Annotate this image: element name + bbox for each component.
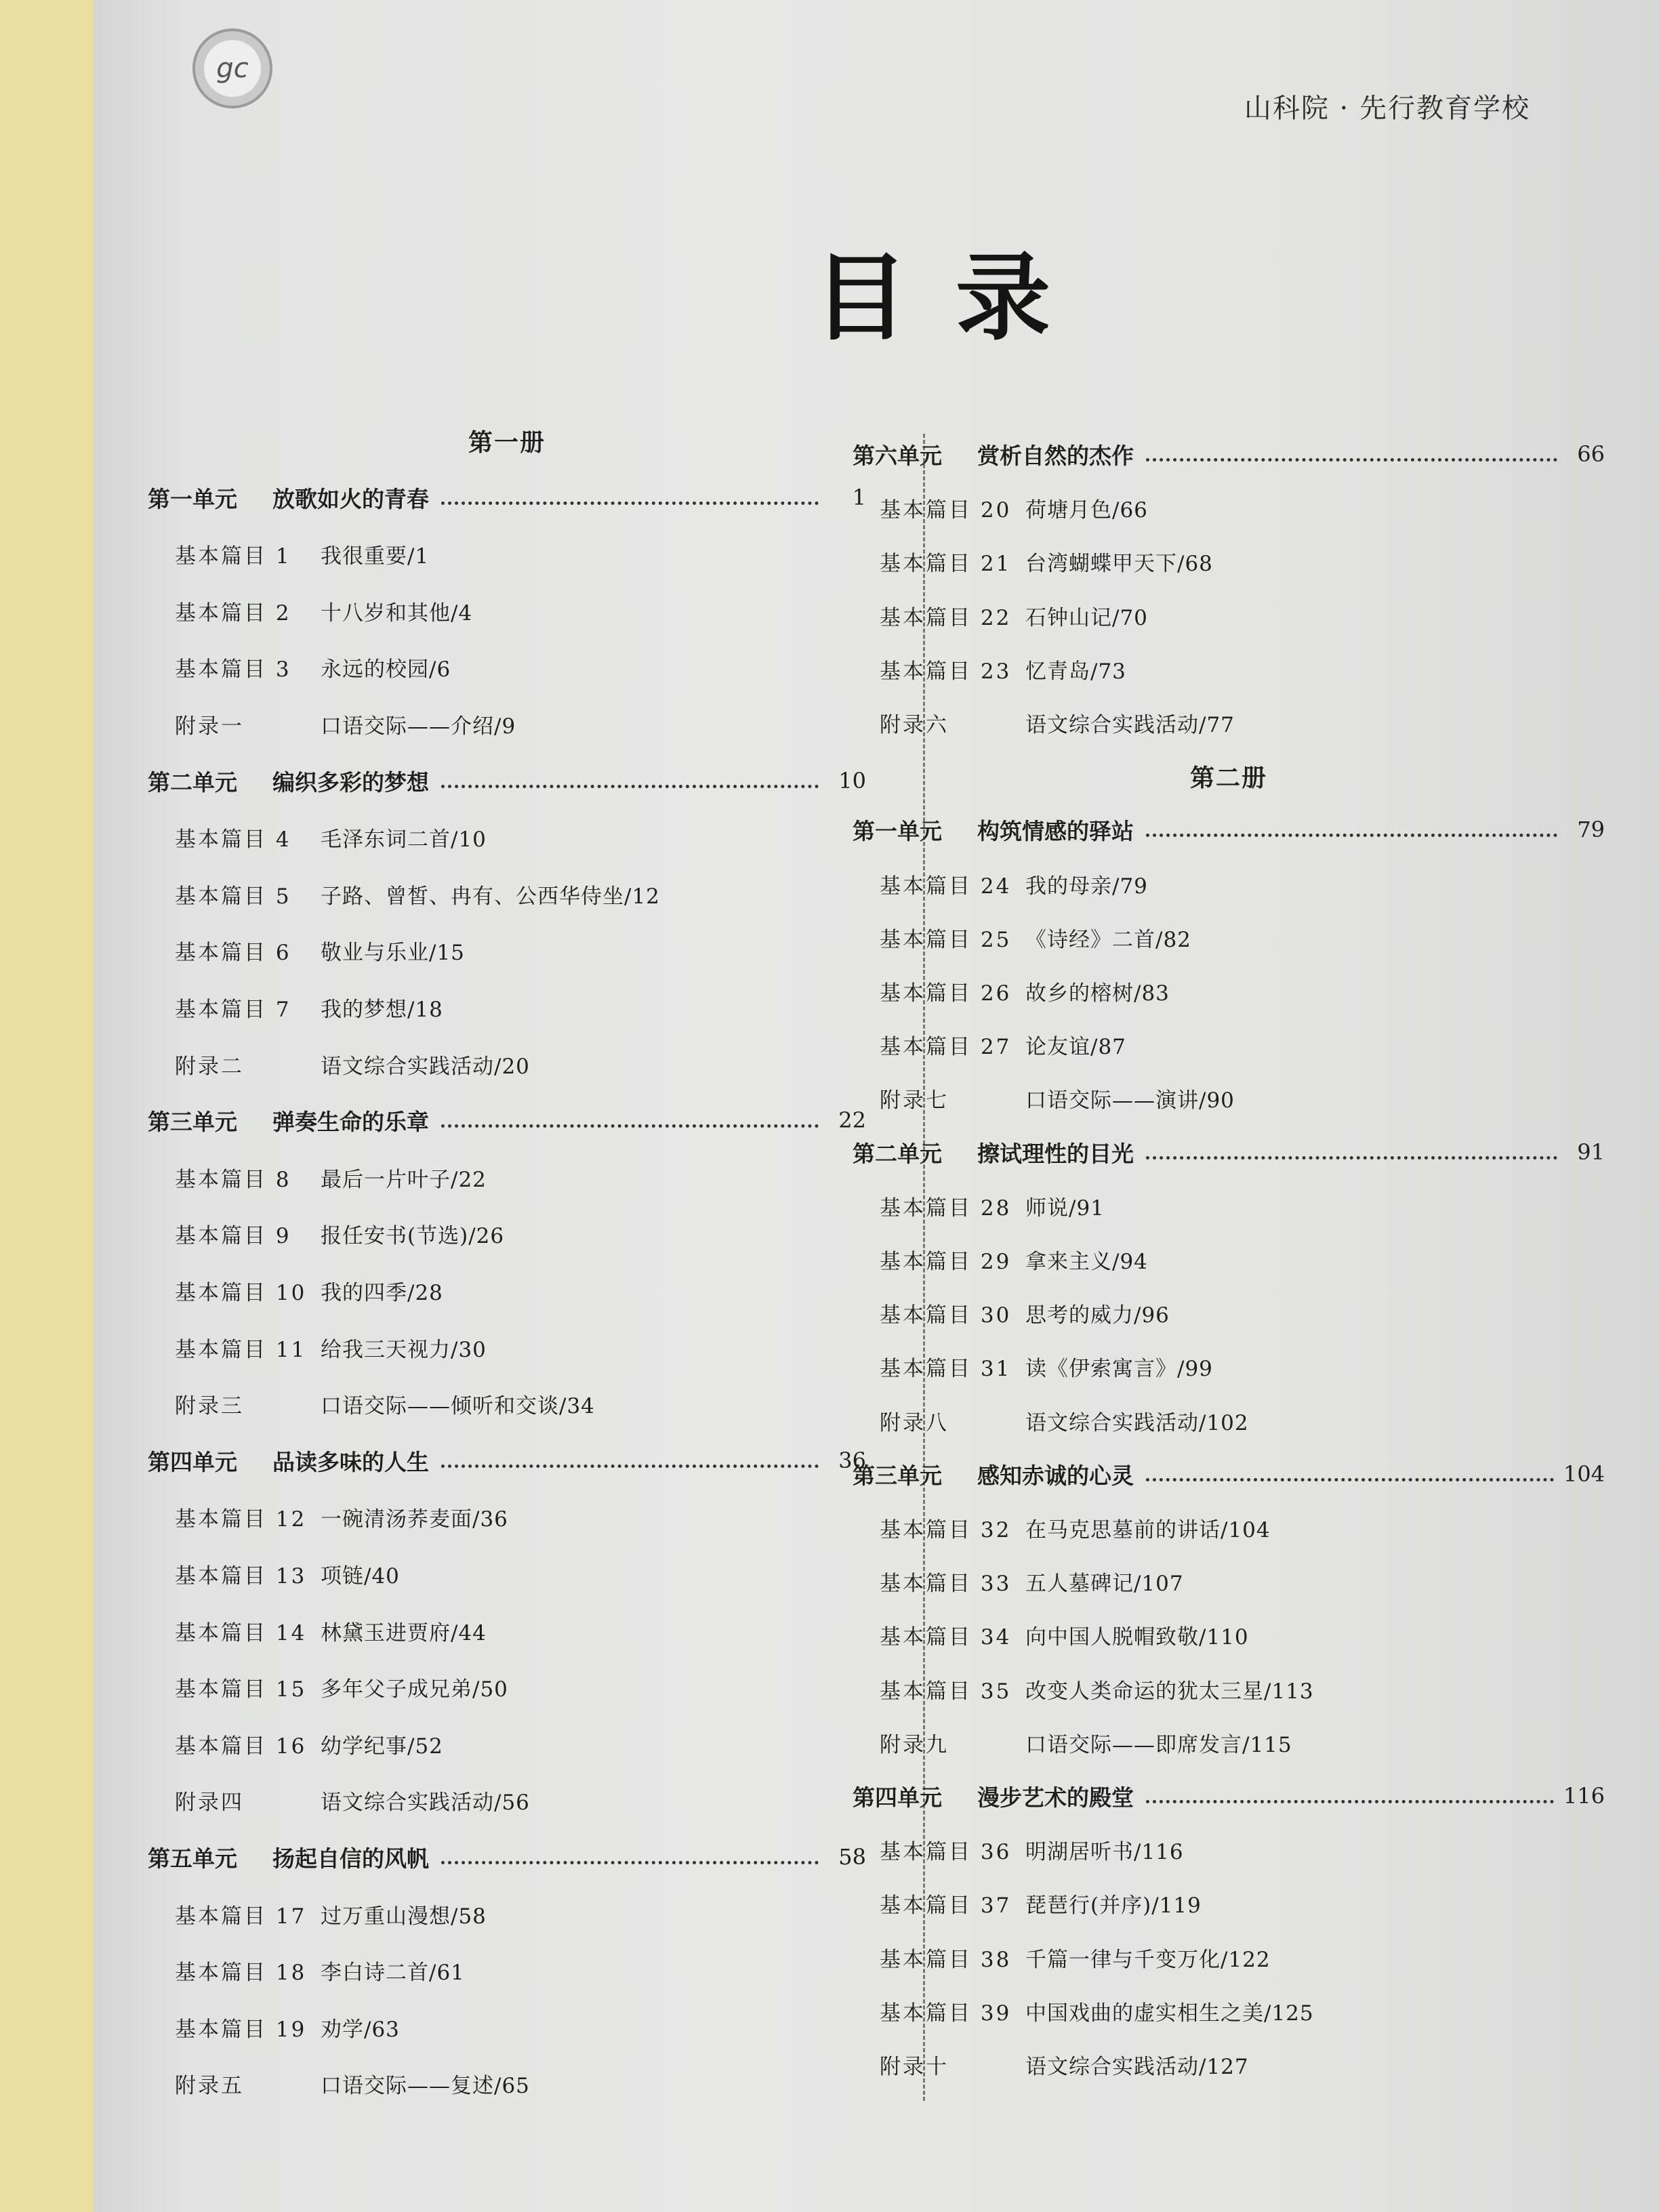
toc-entry bbox=[853, 649, 1605, 689]
entry-label: 基本篇目 13 bbox=[175, 1563, 307, 1589]
entry-title: 石钟山记/70 bbox=[1025, 605, 1148, 630]
toc-entry bbox=[853, 1507, 1605, 1548]
dot-leader bbox=[441, 1861, 819, 1864]
dot-leader bbox=[1146, 834, 1557, 837]
entry-title: 语文综合实践活动/20 bbox=[321, 1054, 530, 1079]
entry-title: 向中国人脱帽致敬/110 bbox=[1025, 1624, 1249, 1650]
toc-entry bbox=[148, 1213, 866, 1254]
page-title: 目录 bbox=[813, 243, 1099, 354]
toc-entry bbox=[853, 1561, 1605, 1601]
toc-entry bbox=[148, 987, 866, 1027]
entry-title: 我的四季/28 bbox=[321, 1280, 443, 1305]
toc-entry bbox=[853, 541, 1605, 581]
entry-title: 明湖居听书/116 bbox=[1025, 1839, 1184, 1864]
toc-entry bbox=[148, 1553, 866, 1594]
entry-title: 子路、曾皙、冉有、公西华侍坐/12 bbox=[321, 884, 660, 909]
entry-title: 师说/91 bbox=[1025, 1195, 1105, 1221]
entry-title: 十八岁和其他/4 bbox=[321, 600, 473, 626]
entry-title: 劝学/63 bbox=[321, 2017, 400, 2042]
entry-label: 附录八 bbox=[880, 1410, 949, 1435]
entry-title: 中国戏曲的虚实相生之美/125 bbox=[1025, 2001, 1314, 2026]
toc-entry bbox=[853, 702, 1605, 743]
entry-label: 基本篇目 23 bbox=[880, 659, 1012, 684]
entry-label: 基本篇目 17 bbox=[175, 1904, 307, 1929]
toc-entry bbox=[148, 2063, 866, 2104]
entry-title: 口语交际——复述/65 bbox=[321, 2073, 530, 2098]
book-heading: 第一册 bbox=[468, 428, 546, 457]
toc-entry bbox=[853, 1990, 1605, 2031]
entry-label: 基本篇目 33 bbox=[880, 1571, 1012, 1596]
unit-label: 第三单元 bbox=[148, 1108, 237, 1135]
entry-title: 语文综合实践活动/127 bbox=[1025, 2054, 1249, 2079]
entry-label: 基本篇目 14 bbox=[175, 1620, 307, 1645]
entry-label: 基本篇目 16 bbox=[175, 1734, 307, 1759]
entry-label: 基本篇目 39 bbox=[880, 2001, 1012, 2026]
entry-label: 基本篇目 10 bbox=[175, 1280, 307, 1305]
toc-entry bbox=[148, 1666, 866, 1707]
unit-page-number: 79 bbox=[1577, 817, 1605, 842]
toc-entry bbox=[148, 1496, 866, 1537]
entry-label: 基本篇目 36 bbox=[880, 1839, 1012, 1864]
unit-page-number: 58 bbox=[838, 1844, 866, 1870]
unit-page-number: 116 bbox=[1563, 1783, 1605, 1809]
unit-title: 品读多味的人生 bbox=[272, 1448, 429, 1475]
entry-label: 附录二 bbox=[175, 1054, 244, 1079]
toc-entry bbox=[148, 533, 866, 574]
unit-page-number: 22 bbox=[838, 1107, 866, 1133]
entry-label: 附录四 bbox=[175, 1790, 244, 1815]
entry-label: 基本篇目 3 bbox=[175, 657, 291, 682]
entry-label: 附录九 bbox=[880, 1732, 949, 1757]
entry-label: 基本篇目 7 bbox=[175, 997, 291, 1022]
toc-entry bbox=[853, 1239, 1605, 1279]
unit-heading bbox=[148, 1837, 866, 1877]
logo-text: gc bbox=[204, 40, 261, 97]
unit-label: 第三单元 bbox=[853, 1462, 942, 1489]
entry-label: 基本篇目 5 bbox=[175, 884, 291, 909]
entry-label: 附录三 bbox=[175, 1393, 244, 1418]
entry-label: 基本篇目 19 bbox=[175, 2017, 307, 2042]
toc-entry bbox=[853, 863, 1605, 904]
entry-label: 基本篇目 11 bbox=[175, 1337, 307, 1362]
entry-label: 基本篇目 30 bbox=[880, 1303, 1012, 1328]
toc-entry bbox=[148, 1780, 866, 1820]
unit-heading bbox=[853, 1454, 1605, 1494]
unit-title: 扬起自信的风帆 bbox=[272, 1845, 429, 1872]
entry-title: 拿来主义/94 bbox=[1025, 1249, 1148, 1274]
entry-title: 报任安书(节选)/26 bbox=[321, 1223, 505, 1248]
entry-title: 荷塘月色/66 bbox=[1025, 497, 1148, 523]
entry-title: 琵琶行(并序)/119 bbox=[1025, 1893, 1202, 1918]
entry-title: 口语交际——介绍/9 bbox=[321, 714, 516, 739]
entry-title: 我的梦想/18 bbox=[321, 997, 443, 1022]
toc-entry bbox=[148, 590, 866, 631]
unit-heading bbox=[148, 1100, 866, 1141]
toc-entry bbox=[148, 1044, 866, 1084]
entry-title: 一碗清汤荞麦面/36 bbox=[321, 1507, 508, 1532]
entry-title: 改变人类命运的犹太三星/113 bbox=[1025, 1679, 1314, 1704]
unit-page-number: 66 bbox=[1577, 441, 1605, 467]
unit-title: 弹奏生命的乐章 bbox=[272, 1108, 429, 1135]
entry-label: 基本篇目 35 bbox=[880, 1679, 1012, 1704]
unit-title: 构筑情感的驿站 bbox=[977, 817, 1134, 844]
unit-title: 编织多彩的梦想 bbox=[272, 769, 429, 796]
entry-title: 口语交际——即席发言/115 bbox=[1025, 1732, 1292, 1757]
unit-heading bbox=[148, 1440, 866, 1481]
entry-title: 台湾蝴蝶甲天下/68 bbox=[1025, 551, 1213, 576]
toc-entry bbox=[148, 817, 866, 857]
entry-title: 多年父子成兄弟/50 bbox=[321, 1677, 508, 1702]
entry-title: 永远的校园/6 bbox=[321, 657, 451, 682]
unit-label: 第五单元 bbox=[148, 1845, 237, 1872]
entry-label: 基本篇目 28 bbox=[880, 1195, 1012, 1221]
unit-title: 放歌如火的青春 bbox=[272, 485, 429, 512]
entry-title: 李白诗二首/61 bbox=[321, 1960, 465, 1985]
toc-entry bbox=[148, 647, 866, 687]
entry-title: 最后一片叶子/22 bbox=[321, 1167, 487, 1192]
entry-title: 林黛玉进贾府/44 bbox=[321, 1620, 487, 1645]
entry-label: 基本篇目 6 bbox=[175, 940, 291, 965]
unit-label: 第二单元 bbox=[853, 1140, 942, 1167]
entry-label: 基本篇目 8 bbox=[175, 1167, 291, 1192]
unit-title: 赏析自然的杰作 bbox=[977, 442, 1134, 469]
book-page bbox=[94, 0, 1659, 2212]
entry-title: 五人墓碑记/107 bbox=[1025, 1571, 1184, 1596]
unit-heading bbox=[853, 809, 1605, 850]
toc-entry bbox=[148, 1383, 866, 1424]
entry-title: 语文综合实践活动/56 bbox=[321, 1790, 530, 1815]
entry-title: 我很重要/1 bbox=[321, 544, 430, 569]
unit-label: 第二单元 bbox=[148, 769, 237, 796]
entry-title: 敬业与乐业/15 bbox=[321, 940, 465, 965]
unit-heading bbox=[148, 760, 866, 801]
toc-entry bbox=[148, 1157, 866, 1197]
unit-heading bbox=[148, 477, 866, 518]
toc-entry bbox=[148, 1327, 866, 1368]
publisher-logo bbox=[192, 28, 272, 108]
entry-label: 基本篇目 32 bbox=[880, 1517, 1012, 1542]
toc-entry bbox=[148, 1270, 866, 1311]
dot-leader bbox=[1146, 458, 1557, 462]
toc-entry bbox=[853, 1937, 1605, 1978]
toc-entry bbox=[148, 1723, 866, 1764]
toc-entry bbox=[853, 970, 1605, 1011]
unit-heading bbox=[853, 434, 1605, 474]
entry-title: 读《伊索寓言》/99 bbox=[1025, 1356, 1213, 1381]
toc-entry bbox=[853, 2044, 1605, 2085]
toc-entry bbox=[853, 1346, 1605, 1387]
dot-leader bbox=[1146, 1800, 1554, 1803]
entry-title: 给我三天视力/30 bbox=[321, 1337, 487, 1362]
unit-title: 感知赤诚的心灵 bbox=[977, 1462, 1134, 1489]
entry-label: 基本篇目 21 bbox=[880, 551, 1012, 576]
entry-label: 基本篇目 15 bbox=[175, 1677, 307, 1702]
entry-label: 基本篇目 31 bbox=[880, 1356, 1012, 1381]
entry-label: 基本篇目 22 bbox=[880, 605, 1012, 630]
entry-label: 基本篇目 1 bbox=[175, 544, 291, 569]
toc-right-column bbox=[853, 434, 1605, 2101]
toc-entry bbox=[853, 1668, 1605, 1709]
entry-title: 语文综合实践活动/77 bbox=[1025, 712, 1235, 737]
unit-label: 第四单元 bbox=[853, 1784, 942, 1811]
dot-leader bbox=[441, 1124, 819, 1128]
unit-page-number: 36 bbox=[838, 1448, 866, 1473]
toc-entry bbox=[148, 703, 866, 744]
toc-left-column bbox=[148, 420, 866, 2114]
entry-label: 基本篇目 38 bbox=[880, 1947, 1012, 1972]
entry-title: 幼学纪事/52 bbox=[321, 1734, 443, 1759]
entry-title: 忆青岛/73 bbox=[1025, 659, 1126, 684]
unit-heading bbox=[853, 1776, 1605, 1816]
entry-label: 基本篇目 24 bbox=[880, 874, 1012, 899]
toc-entry bbox=[853, 487, 1605, 528]
entry-title: 项链/40 bbox=[321, 1563, 400, 1589]
toc-entry bbox=[853, 1614, 1605, 1655]
entry-title: 千篇一律与千变万化/122 bbox=[1025, 1947, 1271, 1972]
entry-label: 附录五 bbox=[175, 2073, 244, 2098]
toc-entry bbox=[148, 2007, 866, 2047]
school-name: 山科院 · 先行教育学校 bbox=[1244, 93, 1530, 124]
unit-label: 第四单元 bbox=[148, 1448, 237, 1475]
entry-label: 基本篇目 25 bbox=[880, 927, 1012, 952]
toc-entry bbox=[148, 1893, 866, 1934]
unit-page-number: 104 bbox=[1563, 1461, 1605, 1487]
entry-label: 基本篇目 27 bbox=[880, 1034, 1012, 1059]
toc-entry bbox=[853, 1024, 1605, 1065]
entry-title: 《诗经》二首/82 bbox=[1025, 927, 1191, 952]
dot-leader bbox=[441, 785, 819, 788]
toc-entry bbox=[148, 1610, 866, 1651]
unit-heading bbox=[853, 1132, 1605, 1172]
entry-title: 毛泽东词二首/10 bbox=[321, 827, 487, 852]
dot-leader bbox=[441, 501, 819, 505]
entry-label: 基本篇目 34 bbox=[880, 1624, 1012, 1650]
entry-title: 语文综合实践活动/102 bbox=[1025, 1410, 1249, 1435]
entry-label: 附录六 bbox=[880, 712, 949, 737]
toc-entry bbox=[853, 1185, 1605, 1226]
unit-page-number: 10 bbox=[838, 768, 866, 794]
entry-label: 基本篇目 20 bbox=[880, 497, 1012, 523]
entry-label: 基本篇目 4 bbox=[175, 827, 291, 852]
entry-label: 基本篇目 18 bbox=[175, 1960, 307, 1985]
dot-leader bbox=[1146, 1156, 1557, 1160]
toc-entry bbox=[853, 1400, 1605, 1441]
unit-page-number: 91 bbox=[1577, 1139, 1605, 1165]
entry-title: 在马克思墓前的讲话/104 bbox=[1025, 1517, 1271, 1542]
entry-title: 论友谊/87 bbox=[1025, 1034, 1126, 1059]
entry-title: 思考的威力/96 bbox=[1025, 1303, 1170, 1328]
toc-entry bbox=[148, 930, 866, 970]
toc-entry bbox=[853, 1078, 1605, 1118]
entry-label: 基本篇目 29 bbox=[880, 1249, 1012, 1274]
unit-title: 漫步艺术的殿堂 bbox=[977, 1784, 1134, 1811]
unit-title: 擦试理性的目光 bbox=[977, 1140, 1134, 1167]
dot-leader bbox=[1146, 1478, 1554, 1481]
entry-label: 基本篇目 9 bbox=[175, 1223, 291, 1248]
entry-title: 我的母亲/79 bbox=[1025, 874, 1148, 899]
unit-label: 第一单元 bbox=[148, 485, 237, 512]
unit-label: 第一单元 bbox=[853, 817, 942, 844]
entry-title: 过万重山漫想/58 bbox=[321, 1904, 487, 1929]
entry-title: 口语交际——演讲/90 bbox=[1025, 1088, 1235, 1113]
dot-leader bbox=[441, 1465, 819, 1468]
toc-entry bbox=[853, 1292, 1605, 1333]
unit-label: 第六单元 bbox=[853, 442, 942, 469]
entry-label: 附录一 bbox=[175, 714, 244, 739]
toc-entry bbox=[853, 1883, 1605, 1923]
book-heading: 第二册 bbox=[1189, 763, 1267, 792]
entry-label: 基本篇目 2 bbox=[175, 600, 291, 626]
entry-label: 基本篇目 12 bbox=[175, 1507, 307, 1532]
toc-entry bbox=[853, 1722, 1605, 1763]
toc-entry bbox=[853, 1829, 1605, 1870]
entry-label: 附录十 bbox=[880, 2054, 949, 2079]
toc-entry bbox=[853, 595, 1605, 636]
entry-label: 基本篇目 37 bbox=[880, 1893, 1012, 1918]
unit-page-number: 1 bbox=[852, 485, 866, 510]
entry-label: 附录七 bbox=[880, 1088, 949, 1113]
entry-label: 基本篇目 26 bbox=[880, 981, 1012, 1006]
toc-entry bbox=[853, 917, 1605, 958]
toc-entry bbox=[148, 874, 866, 914]
entry-title: 口语交际——倾听和交谈/34 bbox=[321, 1393, 595, 1418]
entry-title: 故乡的榕树/83 bbox=[1025, 981, 1170, 1006]
toc-entry bbox=[148, 1950, 866, 1990]
